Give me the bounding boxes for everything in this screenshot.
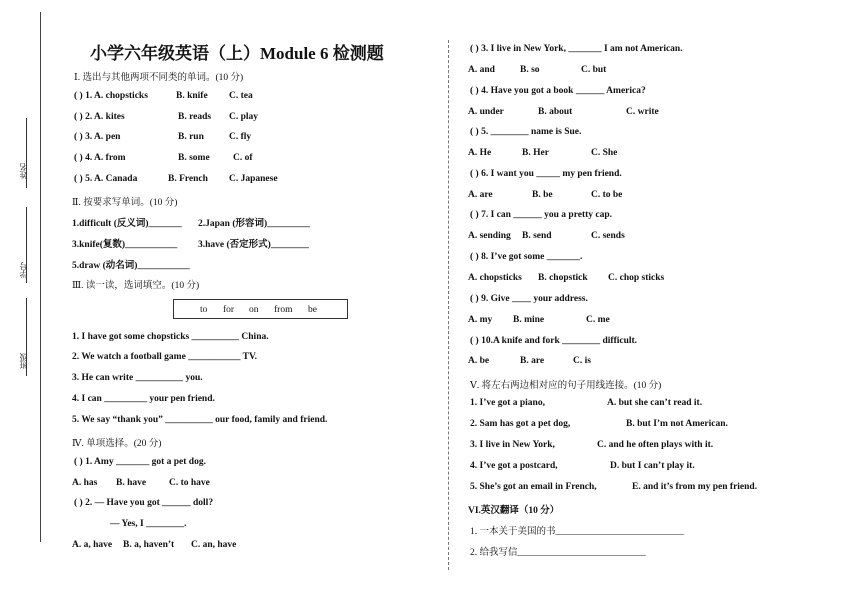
class-blank[interactable] bbox=[26, 298, 28, 376]
s5-left-2: 2. Sam has got a pet dog, bbox=[470, 419, 571, 429]
s3-item1: 1. I have got some chopsticks __________ China. bbox=[72, 332, 269, 342]
s5-right-c: C. and he often plays with it. bbox=[597, 440, 714, 450]
s4-q3: ( ) 3. I live in New York, _______ I am not American. bbox=[470, 44, 683, 54]
s4-q2: ( ) 2. — Have you got ______ doll? bbox=[74, 498, 214, 508]
word-bank-word-4: from bbox=[274, 305, 293, 315]
s4-q7: ( ) 7. I can ______ you a pretty cap. bbox=[470, 210, 613, 220]
s5-right-a: A. but she can’t read it. bbox=[607, 398, 703, 408]
s1-q3: ( ) 3. A. pen bbox=[74, 132, 121, 142]
section4-heading: Ⅳ. 单项选择。(20 分) bbox=[72, 439, 162, 449]
s2-item4: 3.have (否定形式)________ bbox=[198, 240, 309, 250]
s4-q10-opt-b: B. are bbox=[520, 356, 545, 366]
class-label: 班级 bbox=[19, 353, 28, 369]
s2-item5: 5.draw (动名词)___________ bbox=[72, 261, 190, 271]
s4-q3-opt-c: C. but bbox=[581, 65, 607, 75]
s1-q3-b: B. run bbox=[178, 132, 204, 142]
s4-q1-opt-b: B. have bbox=[116, 478, 147, 488]
s4-q7-opt-a: A. sending bbox=[468, 231, 511, 241]
s4-q1: ( ) 1. Amy _______ got a pet dog. bbox=[74, 457, 206, 467]
s1-q4-c: C. of bbox=[233, 153, 253, 163]
s1-q1-a: ( ) 1. A. chopsticks bbox=[74, 91, 148, 101]
s1-q5: ( ) 5. A. Canada bbox=[74, 174, 138, 184]
word-bank-word-2: for bbox=[223, 305, 235, 315]
s1-q1-c: C. tea bbox=[229, 91, 253, 101]
id-label: 学号 bbox=[19, 262, 28, 278]
s5-right-b: B. but I’m not American. bbox=[626, 419, 728, 429]
s1-q3-c: C. fly bbox=[229, 132, 252, 142]
s3-item4: 4. I can _________ your pen friend. bbox=[72, 394, 215, 404]
s4-q5-opt-a: A. He bbox=[468, 148, 492, 158]
s6-item2: 2. 给我写信___________________________ bbox=[470, 548, 646, 558]
s5-left-3: 3. I live in New York, bbox=[470, 440, 555, 450]
word-bank-word-3: on bbox=[249, 305, 259, 315]
s4-q3-opt-b: B. so bbox=[520, 65, 540, 75]
name-label: 姓名 bbox=[19, 163, 28, 179]
s4-q8-opt-b: B. chopstick bbox=[538, 273, 588, 283]
s4-q9: ( ) 9. Give ____ your address. bbox=[470, 294, 588, 304]
s4-q10-opt-a: A. be bbox=[468, 356, 490, 366]
s5-right-e: E. and it’s from my pen friend. bbox=[632, 482, 758, 492]
section3-heading: Ⅲ. 读一读，选词填空。(10 分) bbox=[72, 281, 200, 291]
section5-heading: Ⅴ. 将左右两边相对应的句子用线连接。(10 分) bbox=[470, 381, 662, 391]
s4-q6-opt-b: B. be bbox=[532, 190, 553, 200]
s4-q2-opt-a: A. a, have bbox=[72, 540, 113, 550]
s1-q5-b: B. French bbox=[168, 174, 208, 184]
s4-q4-opt-a: A. under bbox=[468, 107, 504, 117]
s4-q2-opt-b: B. a, haven’t bbox=[123, 540, 175, 550]
s4-q9-opt-b: B. mine bbox=[513, 315, 545, 325]
s4-q4-opt-b: B. about bbox=[538, 107, 573, 117]
s4-q5-opt-b: B. Her bbox=[522, 148, 549, 158]
s4-q7-opt-b: B. send bbox=[522, 231, 552, 241]
s4-q8-opt-a: A. chopsticks bbox=[468, 273, 522, 283]
s4-q6-opt-a: A. are bbox=[468, 190, 493, 200]
s1-q5-c: C. Japanese bbox=[229, 174, 278, 184]
s4-q1-opt-a: A. has bbox=[72, 478, 98, 488]
s4-q6: ( ) 6. I want you _____ my pen friend. bbox=[470, 169, 622, 179]
s4-q8: ( ) 8. I’ve got some _______. bbox=[470, 252, 583, 262]
s5-left-5: 5. She’s got an email in French, bbox=[470, 482, 597, 492]
name-blank[interactable] bbox=[26, 118, 28, 188]
s3-item2: 2. We watch a football game ___________ TV. bbox=[72, 352, 257, 362]
s4-q3-opt-a: A. and bbox=[468, 65, 495, 75]
s4-q4: ( ) 4. Have you got a book ______ America? bbox=[470, 86, 646, 96]
s1-q1 bbox=[74, 91, 148, 101]
s2-item3: 3.knife(复数)___________ bbox=[72, 240, 178, 250]
s4-q10-opt-c: C. is bbox=[573, 356, 591, 366]
section6-heading: VI.英汉翻译（10 分） bbox=[468, 506, 560, 516]
s3-item5: 5. We say “thank you” __________ our food, family and friend. bbox=[72, 415, 328, 425]
word-bank-word-5: be bbox=[308, 305, 317, 315]
s5-left-1: 1. I’ve got a piano, bbox=[470, 398, 545, 408]
s4-q9-opt-c: C. me bbox=[586, 315, 610, 325]
s4-q1-opt-c: C. to have bbox=[169, 478, 210, 488]
s3-item3: 3. He can write __________ you. bbox=[72, 373, 203, 383]
s1-q1-b: B. knife bbox=[176, 91, 208, 101]
s1-q4-b: B. some bbox=[178, 153, 210, 163]
word-bank-word-1: to bbox=[200, 305, 208, 315]
s4-q5: ( ) 5. ________ name is Sue. bbox=[470, 127, 582, 137]
s4-q2-reply: — Yes, I ________. bbox=[110, 519, 187, 529]
page-title: 小学六年级英语（上）Module 6 检测题 bbox=[90, 44, 384, 63]
s1-q2-c: C. play bbox=[229, 112, 259, 122]
s5-left-4: 4. I’ve got a postcard, bbox=[470, 461, 558, 471]
s4-q5-opt-c: C. She bbox=[591, 148, 618, 158]
s1-q2-b: B. reads bbox=[178, 112, 212, 122]
s4-q8-opt-c: C. chop sticks bbox=[608, 273, 665, 283]
column-divider bbox=[448, 40, 449, 570]
s2-item1: 1.difficult (反义词)_______ bbox=[72, 219, 182, 229]
s5-right-d: D. but I can’t play it. bbox=[610, 461, 695, 471]
section1-heading: Ⅰ. 选出与其他两项不同类的单词。(10 分) bbox=[74, 73, 244, 83]
s1-q2: ( ) 2. A. kites bbox=[74, 112, 125, 122]
s2-item2: 2.Japan (形容词)_________ bbox=[198, 219, 310, 229]
s4-q9-opt-a: A. my bbox=[468, 315, 493, 325]
s6-item1: 1. 一本关于美国的书___________________________ bbox=[470, 527, 684, 537]
s4-q10: ( ) 10.A knife and fork ________ difficult. bbox=[470, 336, 638, 346]
id-blank[interactable] bbox=[26, 207, 28, 283]
section2-heading: Ⅱ. 按要求写单词。(10 分) bbox=[72, 198, 178, 208]
binding-line bbox=[40, 12, 41, 542]
s1-q4: ( ) 4. A. from bbox=[74, 153, 126, 163]
s4-q7-opt-c: C. sends bbox=[591, 231, 625, 241]
s4-q4-opt-c: C. write bbox=[626, 107, 659, 117]
s4-q2-opt-c: C. an, have bbox=[191, 540, 237, 550]
s4-q6-opt-c: C. to be bbox=[591, 190, 623, 200]
